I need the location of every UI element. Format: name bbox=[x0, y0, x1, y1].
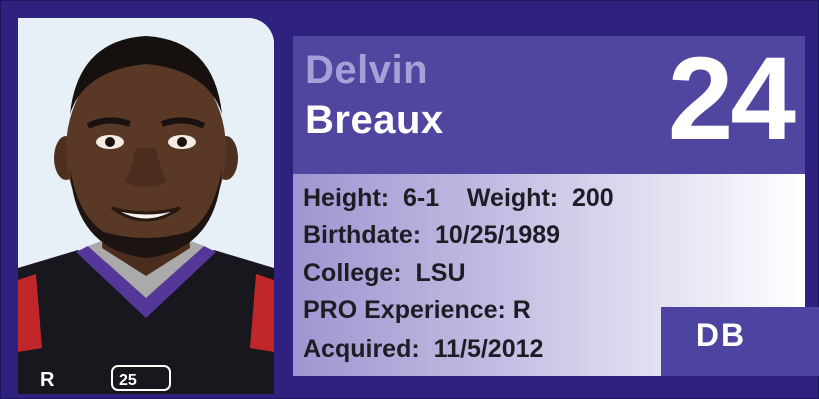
height-weight-line: Height: 6-1 Weight: 200 bbox=[303, 184, 614, 212]
player-last-name: Breaux bbox=[305, 98, 444, 142]
player-first-name: Delvin bbox=[305, 48, 429, 92]
pro-experience-line: PRO Experience: R bbox=[303, 296, 531, 324]
svg-text:R: R bbox=[40, 369, 55, 391]
college-line: College: LSU bbox=[303, 259, 466, 287]
birthdate-line: Birthdate: 10/25/1989 bbox=[303, 221, 561, 249]
acquired-line: Acquired: 11/5/2012 bbox=[303, 335, 544, 363]
jersey-number: 24 bbox=[667, 33, 793, 165]
name-panel bbox=[293, 33, 805, 174]
player-headshot bbox=[18, 18, 274, 394]
position-label: DB bbox=[695, 317, 747, 353]
player-headshot-image bbox=[18, 18, 274, 394]
position-badge bbox=[661, 307, 819, 376]
svg-text:25: 25 bbox=[119, 372, 137, 389]
